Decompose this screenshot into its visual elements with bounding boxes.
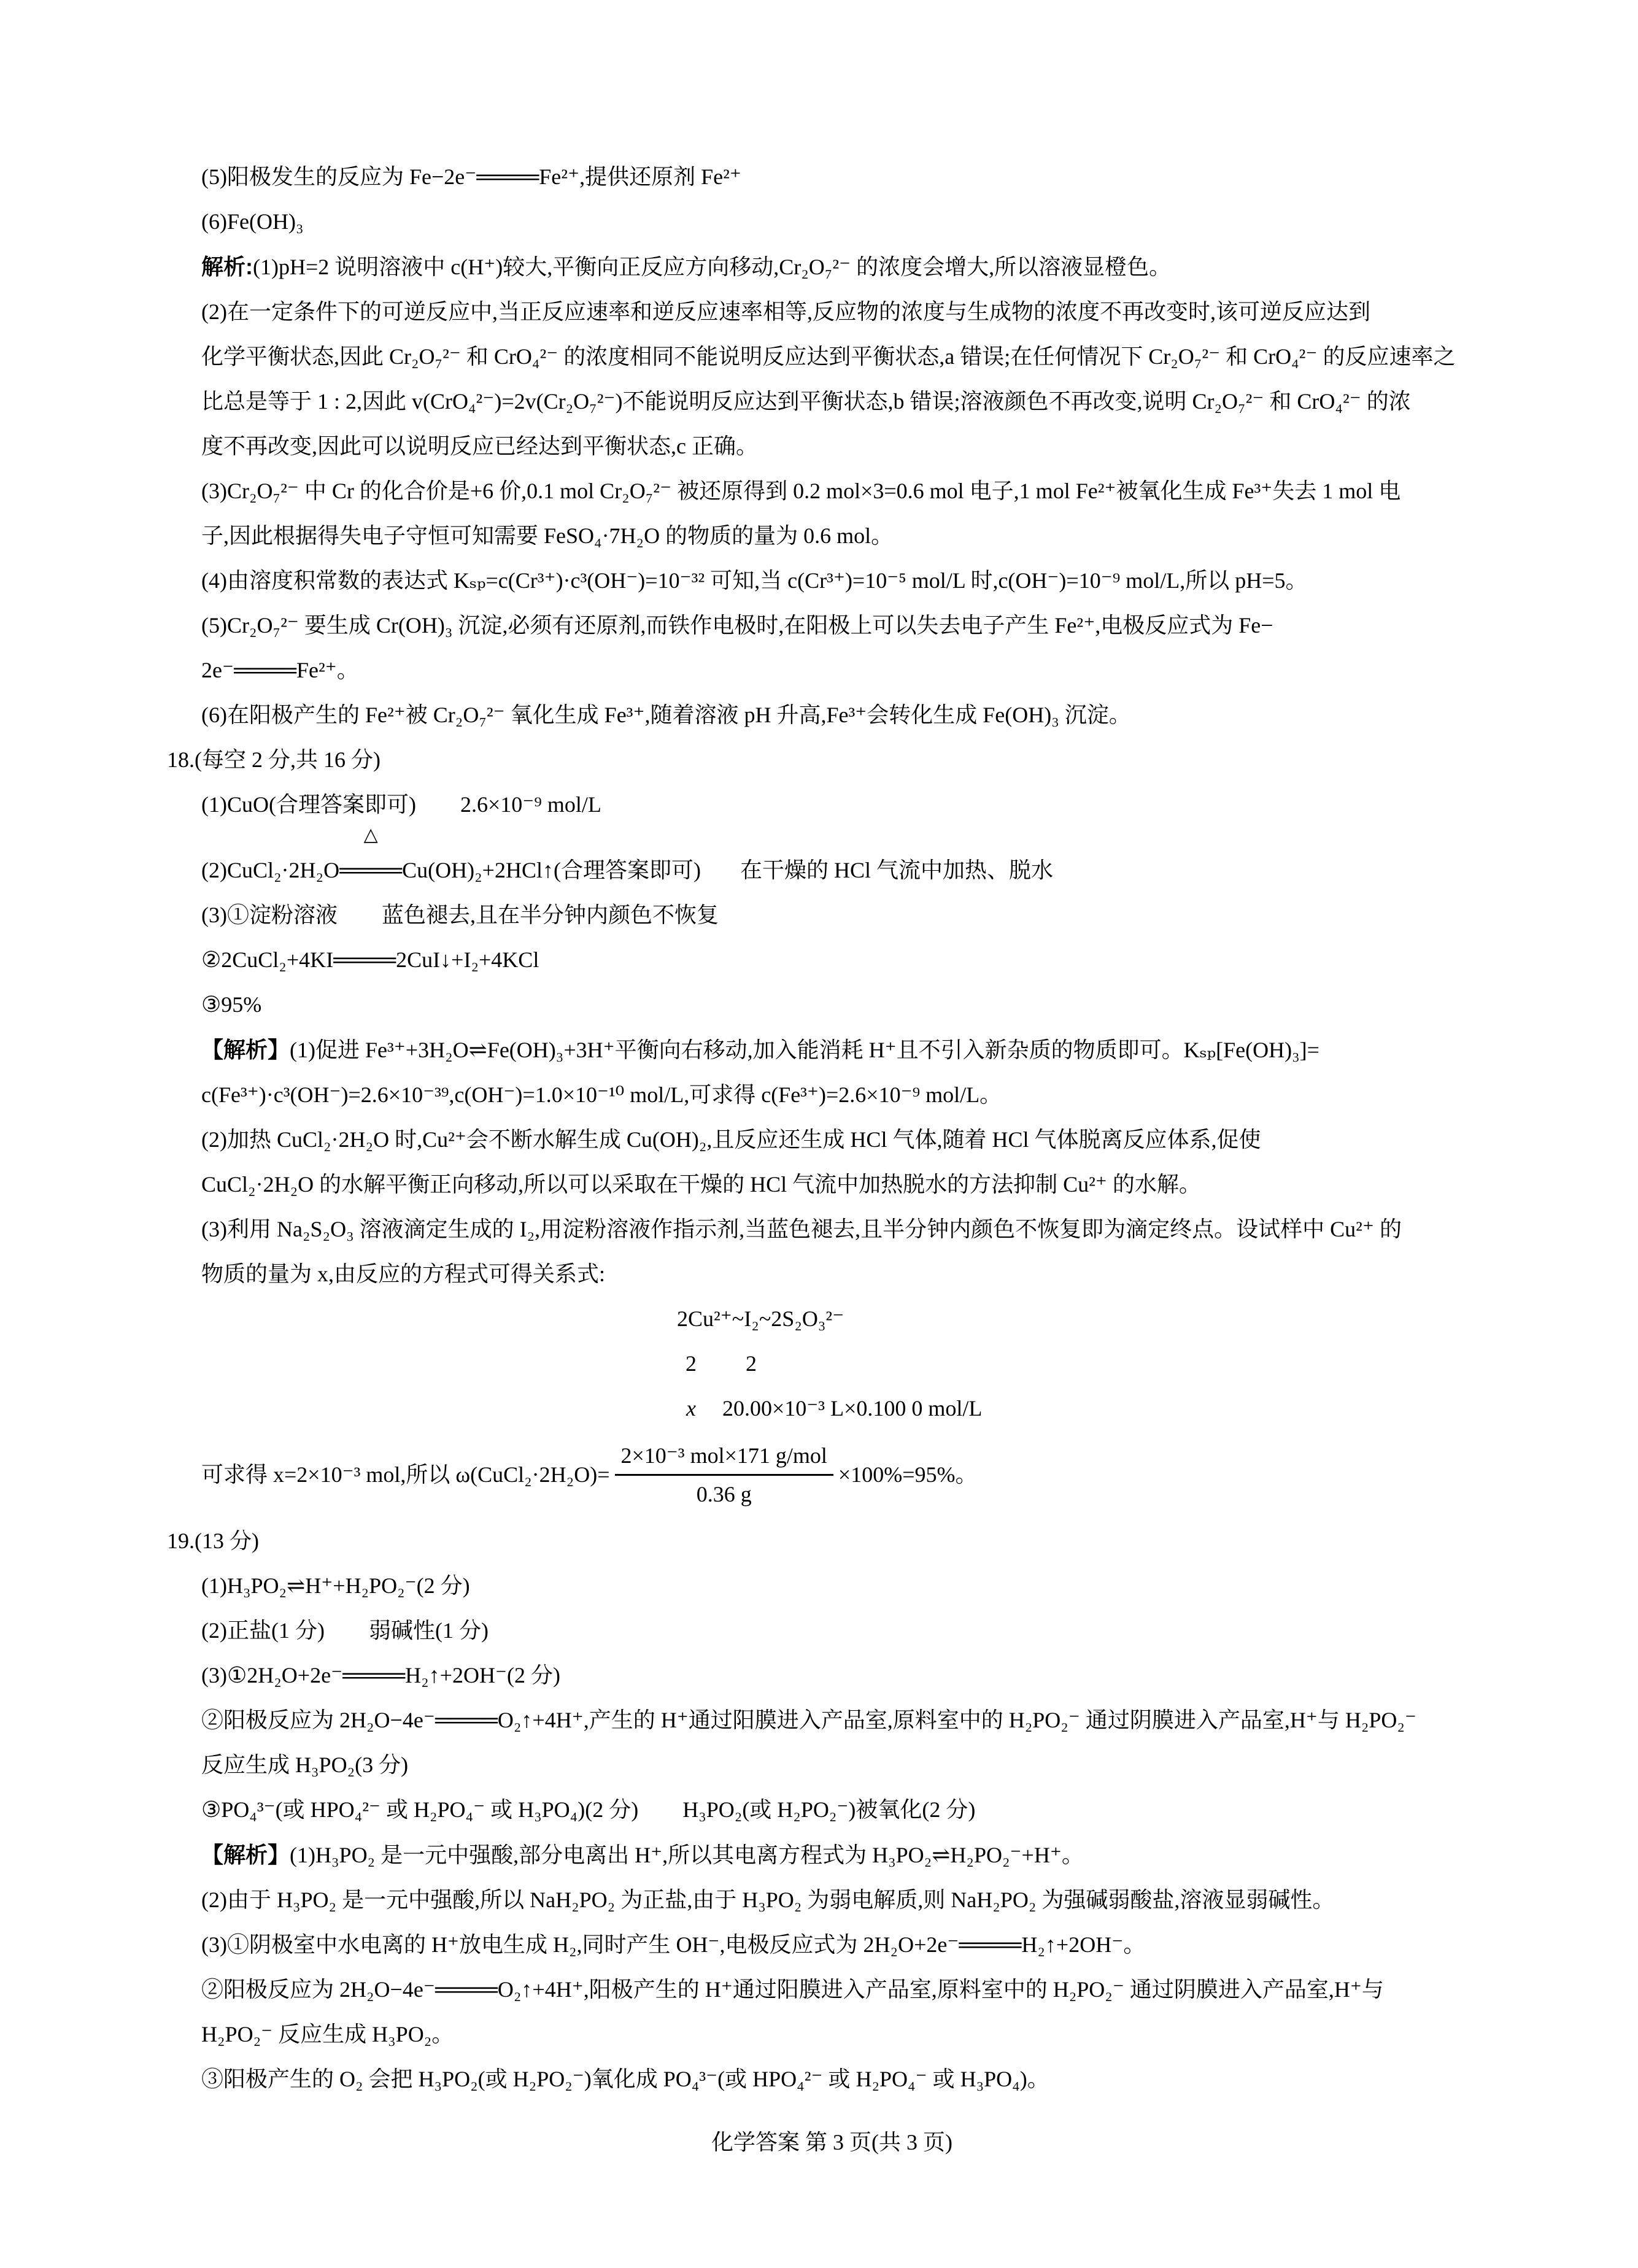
section-label: 解析: (201, 254, 253, 279)
question-18-header: 18.(每空 2 分,共 16 分) (167, 747, 381, 772)
equation-right: Cu(OH)₂+2HCl↑(合理答案即可) (402, 858, 701, 882)
unknown-x: x (686, 1396, 696, 1421)
text-line: (4)由溶度积常数的表达式 Kₛₚ=c(Cr³⁺)·c³(OH⁻)=10⁻³² 可知,当 c(Cr³⁺)=10⁻⁵ mol/L 时,c(OH⁻)=10⁻⁹ mol/L,所以 pH=5。 (201, 568, 1308, 593)
text-line: 比总是等于 1 : 2,因此 v(CrO₄²⁻)=2v(Cr₂O₇²⁻)不能说明反应达到平衡状态,b 错误;溶液颜色不再改变,说明 Cr₂O₇²⁻ 和 CrO₄²⁻ 的浓 (201, 389, 1411, 414)
titration-value: 20.00×10⁻³ L×0.100 0 mol/L (722, 1396, 983, 1421)
coefficient-right: 2 (746, 1351, 757, 1376)
relation-coefficients (686, 1341, 1497, 1386)
text-line: (5)阳极发生的反应为 Fe−2e⁻════Fe²⁺,提供还原剂 Fe²⁺ (201, 164, 741, 189)
text-line: ②2CuCl₂+4KI════2CuI↓+I₂+4KCl (201, 947, 539, 972)
text-line: 反应生成 H₃PO₂(3 分) (201, 1753, 409, 1777)
text-line: 解析:(1)pH=2 说明溶液中 c(H⁺)较大,平衡向正反应方向移动,Cr₂O₇²⁻ 的浓度会增大,所以溶液显橙色。 (201, 254, 1172, 279)
text-line: ②阳极反应为 2H₂O−4e⁻════O₂↑+4H⁺,产生的 H⁺通过阳膜进入产品室,原料室中的 H₂PO₂⁻ 通过阴膜进入产品室,H⁺与 H₂PO₂⁻ (201, 1708, 1416, 1732)
text-line: (2)加热 CuCl₂·2H₂O 时,Cu²⁺会不断水解生成 Cu(OH)₂,且反应还生成 HCl 气体,随着 HCl 气体脱离反应体系,促使 (201, 1127, 1261, 1152)
text-line: (3)①淀粉溶液 蓝色褪去,且在半分钟内颜色不恢复 (201, 903, 719, 927)
text-line: (6)Fe(OH)₃ (201, 209, 304, 234)
text-line: 物质的量为 x,由反应的方程式可得关系式: (201, 1262, 606, 1286)
relation-values (686, 1386, 1497, 1431)
text-line: (3)利用 Na₂S₂O₃ 溶液滴定生成的 I₂,用淀粉溶液作指示剂,当蓝色褪去,且半分钟内颜色不恢复即为滴定终点。设试样中 Cu²⁺ 的 (201, 1217, 1402, 1241)
text-line: (6)在阳极产生的 Fe²⁺被 Cr₂O₇²⁻ 氧化生成 Fe³⁺,随着溶液 pH 升高,Fe³⁺会转化生成 Fe(OH)₃ 沉淀。 (201, 703, 1131, 727)
relation-formula: 2Cu²⁺~I₂~2S₂O₃²⁻ (677, 1306, 844, 1331)
condition-answer: 在干燥的 HCl 气流中加热、脱水 (740, 858, 1053, 882)
text-line: ③PO₄³⁻(或 HPO₄²⁻ 或 H₂PO₄⁻ 或 H₃PO₄)(2 分) H₃PO₂(或 H₂PO₂⁻)被氧化(2 分) (201, 1797, 976, 1822)
text-line: (1)H₃PO₂⇌H⁺+H₂PO₂⁻(2 分) (201, 1573, 470, 1598)
fraction-lead: 可求得 x=2×10⁻³ mol,所以 ω(CuCl₂·2H₂O)= (201, 1462, 610, 1487)
text-line: (3)①2H₂O+2e⁻════H₂↑+2OH⁻(2 分) (201, 1663, 560, 1688)
text-line: (5)Cr₂O₇²⁻ 要生成 Cr(OH)₃ 沉淀,必须有还原剂,而铁作电极时,在阳极上可以失去电子产生 Fe²⁺,电极反应式为 Fe− (201, 613, 1273, 638)
text-line: 【解析】(1)H₃PO₂ 是一元中强酸,部分电离出 H⁺,所以其电离方程式为 H₃PO₂⇌H₂PO₂⁻+H⁺。 (201, 1842, 1084, 1867)
text-line: (1)CuO(合理答案即可) 2.6×10⁻⁹ mol/L (201, 792, 601, 817)
relation-block (167, 1297, 1497, 1431)
fraction-denominator: 0.36 g (696, 1482, 752, 1506)
text-line: H₂PO₂⁻ 反应生成 H₃PO₂。 (201, 2022, 454, 2046)
text-line: ③阳极产生的 O₂ 会把 H₃PO₂(或 H₂PO₂⁻)氧化成 PO₄³⁻(或 HPO₄²⁻ 或 H₂PO₄⁻ 或 H₃PO₄)。 (201, 2067, 1049, 2091)
double-equals: ════ (339, 858, 403, 882)
text-line: 2e⁻════Fe²⁺。 (201, 658, 359, 682)
fraction (615, 1437, 833, 1513)
answer-block-q17 (167, 155, 1497, 827)
text-line: c(Fe³⁺)·c³(OH⁻)=2.6×10⁻³⁹,c(OH⁻)=1.0×10⁻¹⁰ mol/L,可求得 c(Fe³⁺)=2.6×10⁻⁹ mol/L。 (201, 1082, 1002, 1107)
coefficient-left: 2 (686, 1351, 697, 1376)
text-line: ②阳极反应为 2H₂O−4e⁻════O₂↑+4H⁺,阳极产生的 H⁺通过阳膜进入产品室,原料室中的 H₂PO₂⁻ 通过阴膜进入产品室,H⁺与 (201, 1977, 1384, 2002)
text-line: 子,因此根据得失电子守恒可知需要 FeSO₄·7H₂O 的物质的量为 0.6 mol。 (201, 523, 894, 548)
answer-block-q19 (167, 1519, 1497, 2102)
mass-fraction-line (201, 1437, 1497, 1513)
fraction-numerator: 2×10⁻³ mol×171 g/mol (615, 1437, 833, 1476)
heat-equals (339, 825, 403, 893)
text-line: (2)正盐(1 分) 弱碱性(1 分) (201, 1618, 489, 1643)
heat-triangle-icon: △ (363, 825, 378, 845)
text-line: (3)①阴极室中水电离的 H⁺放电生成 H₂,同时产生 OH⁻,电极反应式为 2H₂O+2e⁻════H₂↑+2OH⁻。 (201, 1932, 1146, 1957)
page-footer: 化学答案 第 3 页(共 3 页) (711, 2130, 952, 2154)
equation-left: (2)CuCl₂·2H₂O (201, 858, 340, 882)
text-line: 【解析】(1)促进 Fe³⁺+3H₂O⇌Fe(OH)₃+3H⁺平衡向右移动,加入能消耗 H⁺且不引入新杂质的物质即可。Kₛₚ[Fe(OH)₃]= (201, 1037, 1319, 1062)
heated-equation-line (201, 825, 1497, 893)
text-line: 度不再改变,因此可以说明反应已经达到平衡状态,c 正确。 (201, 434, 758, 458)
text-line: (2)在一定条件下的可逆反应中,当正反应速率和逆反应速率相等,反应物的浓度与生成物的浓度不再改变时,该可逆反应达到 (201, 299, 1370, 324)
text-line: 化学平衡状态,因此 Cr₂O₇²⁻ 和 CrO₄²⁻ 的浓度相同不能说明反应达到平衡状态,a 错误;在任何情况下 Cr₂O₇²⁻ 和 CrO₄²⁻ 的反应速率之 (201, 344, 1456, 369)
fraction-result: ×100%=95%。 (838, 1462, 978, 1487)
text-line: ③95% (201, 992, 262, 1017)
section-label: 【解析】 (201, 1037, 290, 1062)
text-line: (2)由于 H₃PO₂ 是一元中强酸,所以 NaH₂PO₂ 为正盐,由于 H₃PO₂ 为弱电解质,则 NaH₂PO₂ 为强碱弱酸盐,溶液显弱碱性。 (201, 1888, 1335, 1912)
section-label: 【解析】 (201, 1842, 290, 1867)
question-19-header: 19.(13 分) (167, 1529, 259, 1553)
text-line: CuCl₂·2H₂O 的水解平衡正向移动,所以可以采取在干燥的 HCl 气流中加热脱水的方法抑制 Cu²⁺ 的水解。 (201, 1172, 1201, 1197)
text-line: (3)Cr₂O₇²⁻ 中 Cr 的化合价是+6 价,0.1 mol Cr₂O₇²⁻ 被还原得到 0.2 mol×3=0.6 mol 电子,1 mol Fe²⁺被氧化生成 Fe³⁺失去 1 mol 电 (201, 479, 1401, 503)
answer-block-q18 (167, 893, 1497, 1297)
